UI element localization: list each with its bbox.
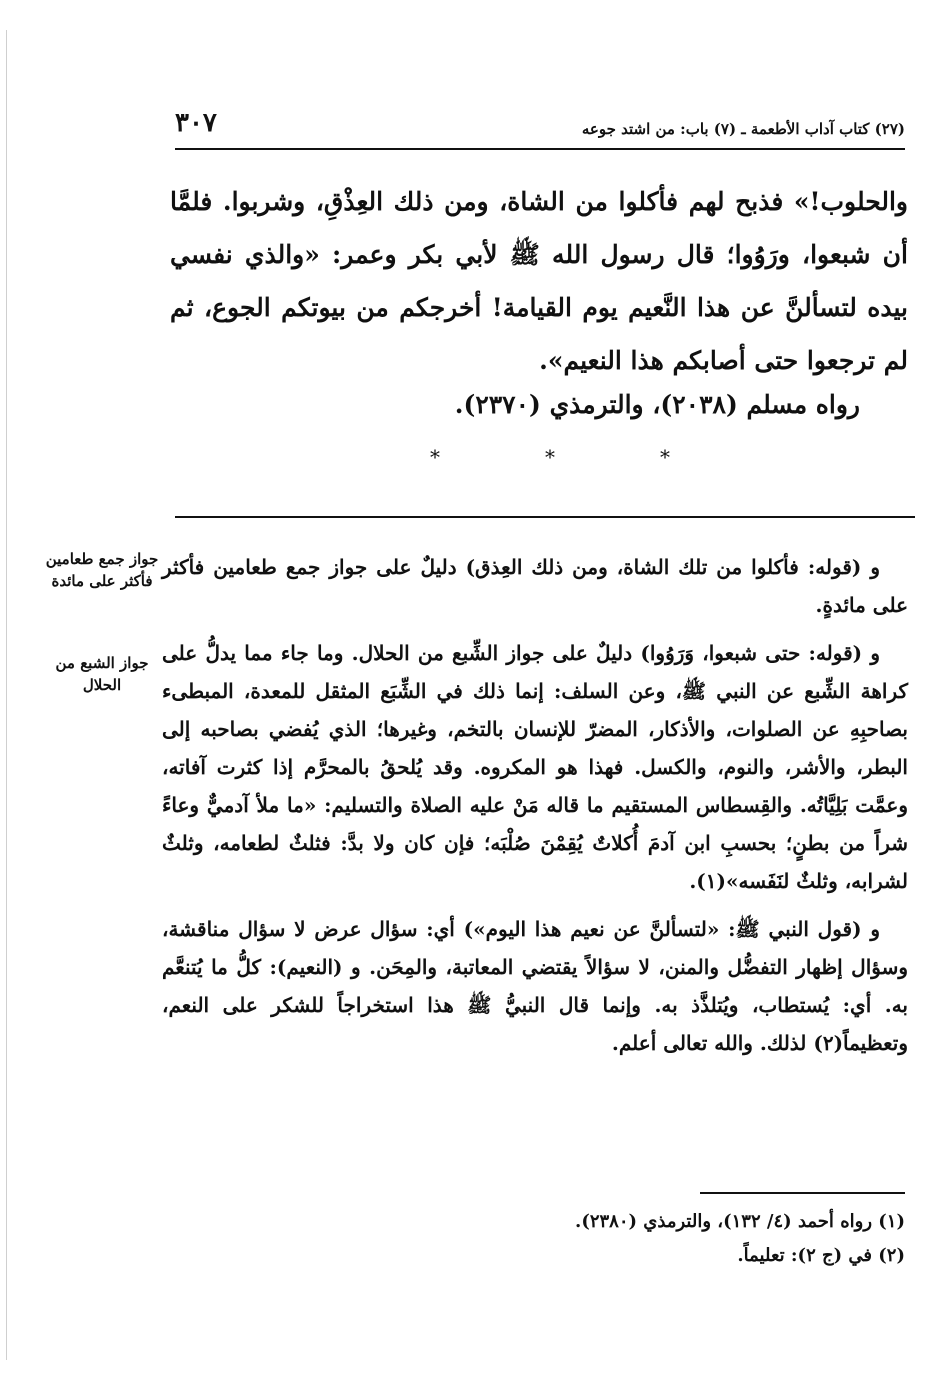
section-stars — [430, 445, 670, 469]
hadith-paragraph: والحلوب!» فذبح لهم فأكلوا من الشاة، ومن ذلك العِذْقِ، وشربوا. فلمَّا أن شبعوا، ورَوُوا؛ قال رسول الله ﷺ لأبي بكر وعمر: «والذي نفسي بيده لتسألنَّ عن هذا النَّعيم يوم القيامة! أخرجكم من بيوتكم الجوع، ثم لم ترجعوا حتى أصابكم هذا النعيم». — [170, 187, 908, 375]
scan-edge-line — [6, 30, 7, 1360]
commentary-paragraph: و (قول النبي ﷺ: «لتسألنَّ عن نعيم هذا اليوم») أي: سؤال عرض لا سؤال مناقشة، وسؤال إظهار التفضُّل والمنن، لا سؤالاً يقتضي المعاتبة، والمِحَن. و (النعيم): كلُّ ما يُتنعَّم به. أي: يُستطاب، ويُتلذَّذ به. وإنما قال النبيُّ ﷺ هذا استخراجاً للشكر على النعم، وتعظيماً(٢) لذلك. والله تعالى أعلم. — [162, 917, 909, 1055]
star-divider: * — [430, 445, 440, 469]
footnote-rule — [700, 1192, 905, 1194]
narration-line: رواه مسلم (٢٠٣٨)، والترمذي (٢٣٧٠). — [454, 390, 860, 419]
hadith-text — [170, 175, 908, 387]
footnote: (١) رواه أحمد (٤/ ١٣٢)، والترمذي (٢٣٨٠). — [575, 1211, 905, 1232]
side-note: جواز جمع طعامين فأكثر على مائدة — [45, 550, 159, 590]
section-separator-rule — [175, 516, 915, 518]
hadith-narration — [170, 390, 860, 419]
side-note: جواز الشبع من الحلال — [55, 654, 149, 694]
commentary-paragraph: و (قوله: حتى شبعوا، وَرَوُوا) دليلٌ على جواز الشِّبع من الحلال. وما جاء مما يدلُّ على كراهة الشِّبع عن النبي ﷺ، وعن السلف: إنما ذلك في الشِّبَع المثقل للمعدة، المبطىء بصاحبِهِ عن الصلوات، والأذكار، المضرّ للإنسان بالتخم، وغيرها؛ الذي يُفضي بصاحبه إلى البطر، والأشر، والنوم، والكسل. فهذا هو المكروه. وقد يُلحقُ بالمحرَّم إذا كثرت آفاته، وعمَّت بَلِيَّاتُه. والقِسطاس المستقيم ما قاله مَنْ عليه الصلاة والتسليم: «ما ملأ آدميٌّ وعاءً شراً من بطنٍ؛ بحسبِ ابن آدمَ أُكلاتٌ يُقِمْنَ صُلْبَه؛ فإن كان ولا بدَّ: فثلثٌ لطعامه، وثلثٌ لشرابه، وثلثٌ لنَفَسه»(١). — [162, 641, 908, 893]
running-header — [175, 108, 905, 148]
star-divider: * — [545, 445, 555, 469]
page-number: ٣٠٧ — [175, 108, 217, 138]
footnotes — [300, 1205, 905, 1273]
star-divider: * — [660, 445, 670, 469]
footnote: (٢) في (ج ٢): تعليماً. — [737, 1245, 905, 1266]
commentary — [162, 548, 908, 1072]
header-rule — [175, 148, 905, 150]
commentary-paragraph: و (قوله: فأكلوا من تلك الشاة، ومن ذلك العِذق) دليلٌ على جواز جمع طعامين فأكثر على مائدةٍ. — [162, 555, 908, 617]
chapter-title: (٢٧) كتاب آداب الأطعمة ـ (٧) باب: من اشتد جوعه — [581, 120, 905, 138]
